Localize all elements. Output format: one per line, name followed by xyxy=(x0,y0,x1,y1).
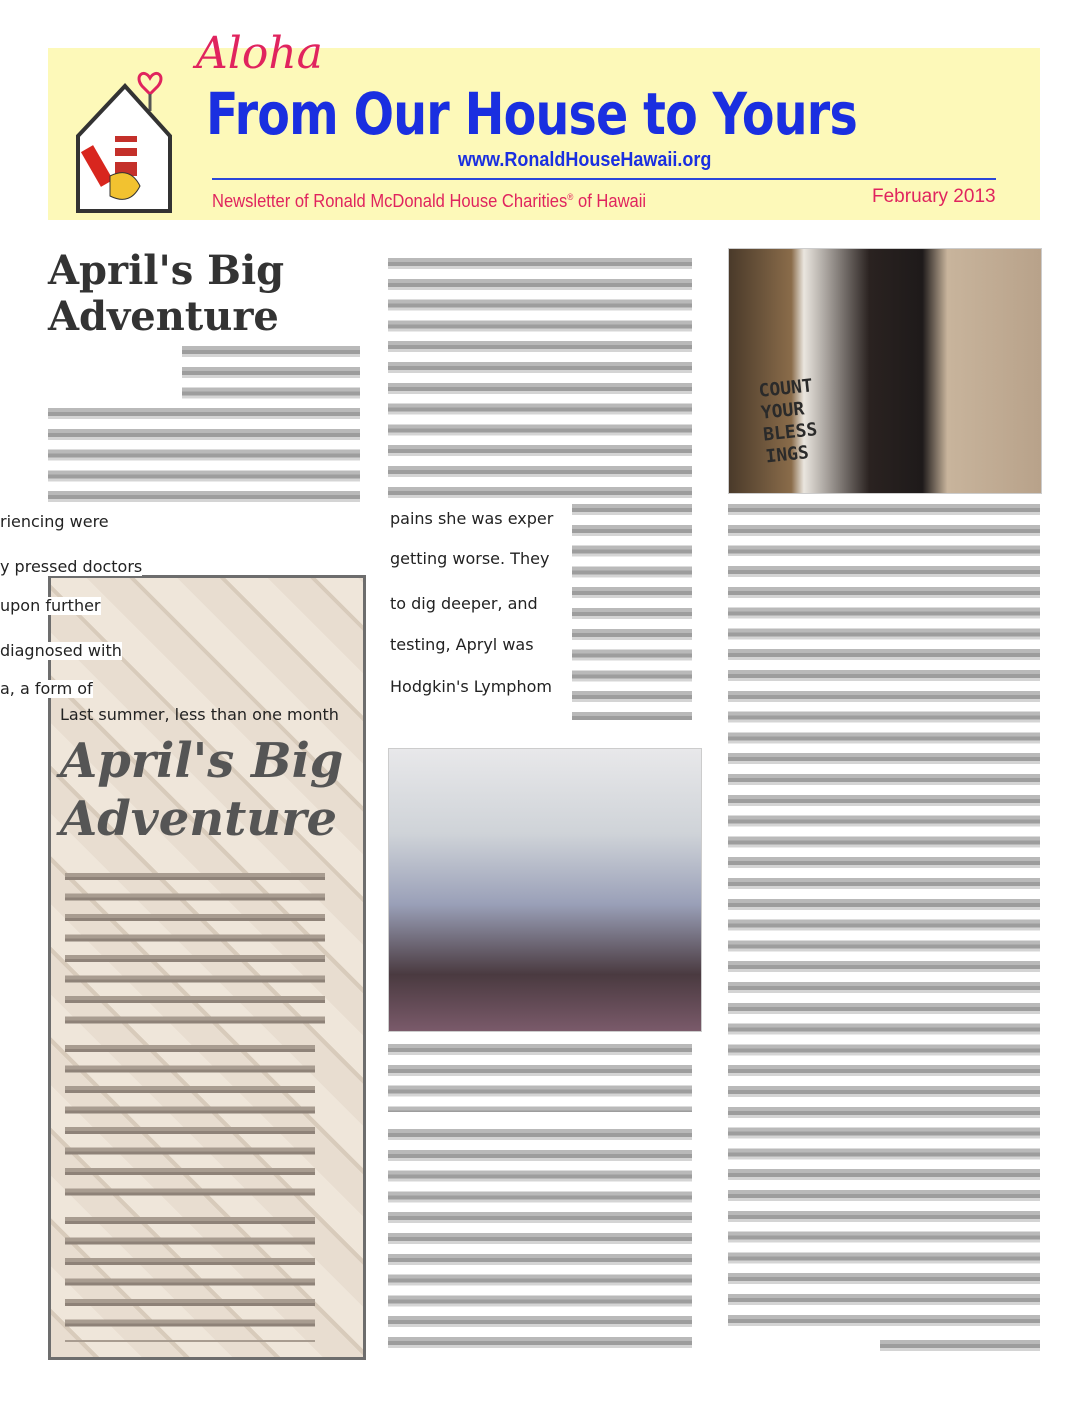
body-text-blurred xyxy=(728,562,1040,1332)
article-title-overlay-line2: Adventure xyxy=(60,791,338,847)
body-text-blurred xyxy=(182,342,360,402)
website-link[interactable]: www.RonaldHouseHawaii.org xyxy=(458,149,712,171)
text-fragment: to dig deeper, and xyxy=(390,594,538,613)
shirt-text: COUNT YOUR BLESS INGS xyxy=(757,375,819,468)
photo-girl-and-woman xyxy=(388,748,702,1032)
article-title-overlay-line1: April's Big xyxy=(60,733,344,789)
body-text-blurred xyxy=(48,404,360,502)
article-lead: Last summer, less than one month xyxy=(60,705,339,724)
aloha-script: Aloha xyxy=(196,28,323,79)
article-title-line2: Adventure xyxy=(48,293,279,340)
body-text-blurred xyxy=(388,254,692,504)
article-title-line1: April's Big xyxy=(48,247,285,294)
sidebar-box xyxy=(48,575,366,1360)
newsletter-title: From Our House to Yours xyxy=(206,80,857,148)
body-text-blurred xyxy=(572,500,692,720)
text-fragment: upon further xyxy=(0,596,101,615)
masthead-divider xyxy=(212,178,996,180)
ronald-house-logo xyxy=(70,56,180,216)
text-fragment: pains she was exper xyxy=(390,509,554,528)
continued-note-blurred xyxy=(880,1336,1040,1356)
body-text-blurred xyxy=(388,1125,692,1355)
text-fragment: getting worse. They xyxy=(390,549,550,568)
subtitle-end: of Hawaii xyxy=(573,191,647,211)
article-title-overlay xyxy=(60,732,343,848)
sidebar-text-blurred xyxy=(65,868,325,1028)
text-fragment: Hodgkin's Lymphom xyxy=(390,677,552,696)
sidebar-text-blurred xyxy=(65,1212,315,1342)
newsletter-subtitle xyxy=(212,186,646,212)
article-title xyxy=(48,248,284,340)
text-fragment: y pressed doctors xyxy=(0,557,143,576)
registered-mark: ® xyxy=(567,192,574,202)
issue-date: February 2013 xyxy=(872,186,996,207)
text-fragment: riencing were xyxy=(0,512,109,531)
text-fragment: a, a form of xyxy=(0,679,93,698)
text-fragment: testing, Apryl was xyxy=(390,635,534,654)
sidebar-text-blurred xyxy=(65,1040,315,1200)
text-fragment: diagnosed with xyxy=(0,641,122,660)
subtitle-text: Newsletter of Ronald McDonald House Charities xyxy=(212,191,568,211)
photo-caption-blurred xyxy=(728,500,1040,556)
photo-caption-blurred xyxy=(388,1040,692,1112)
